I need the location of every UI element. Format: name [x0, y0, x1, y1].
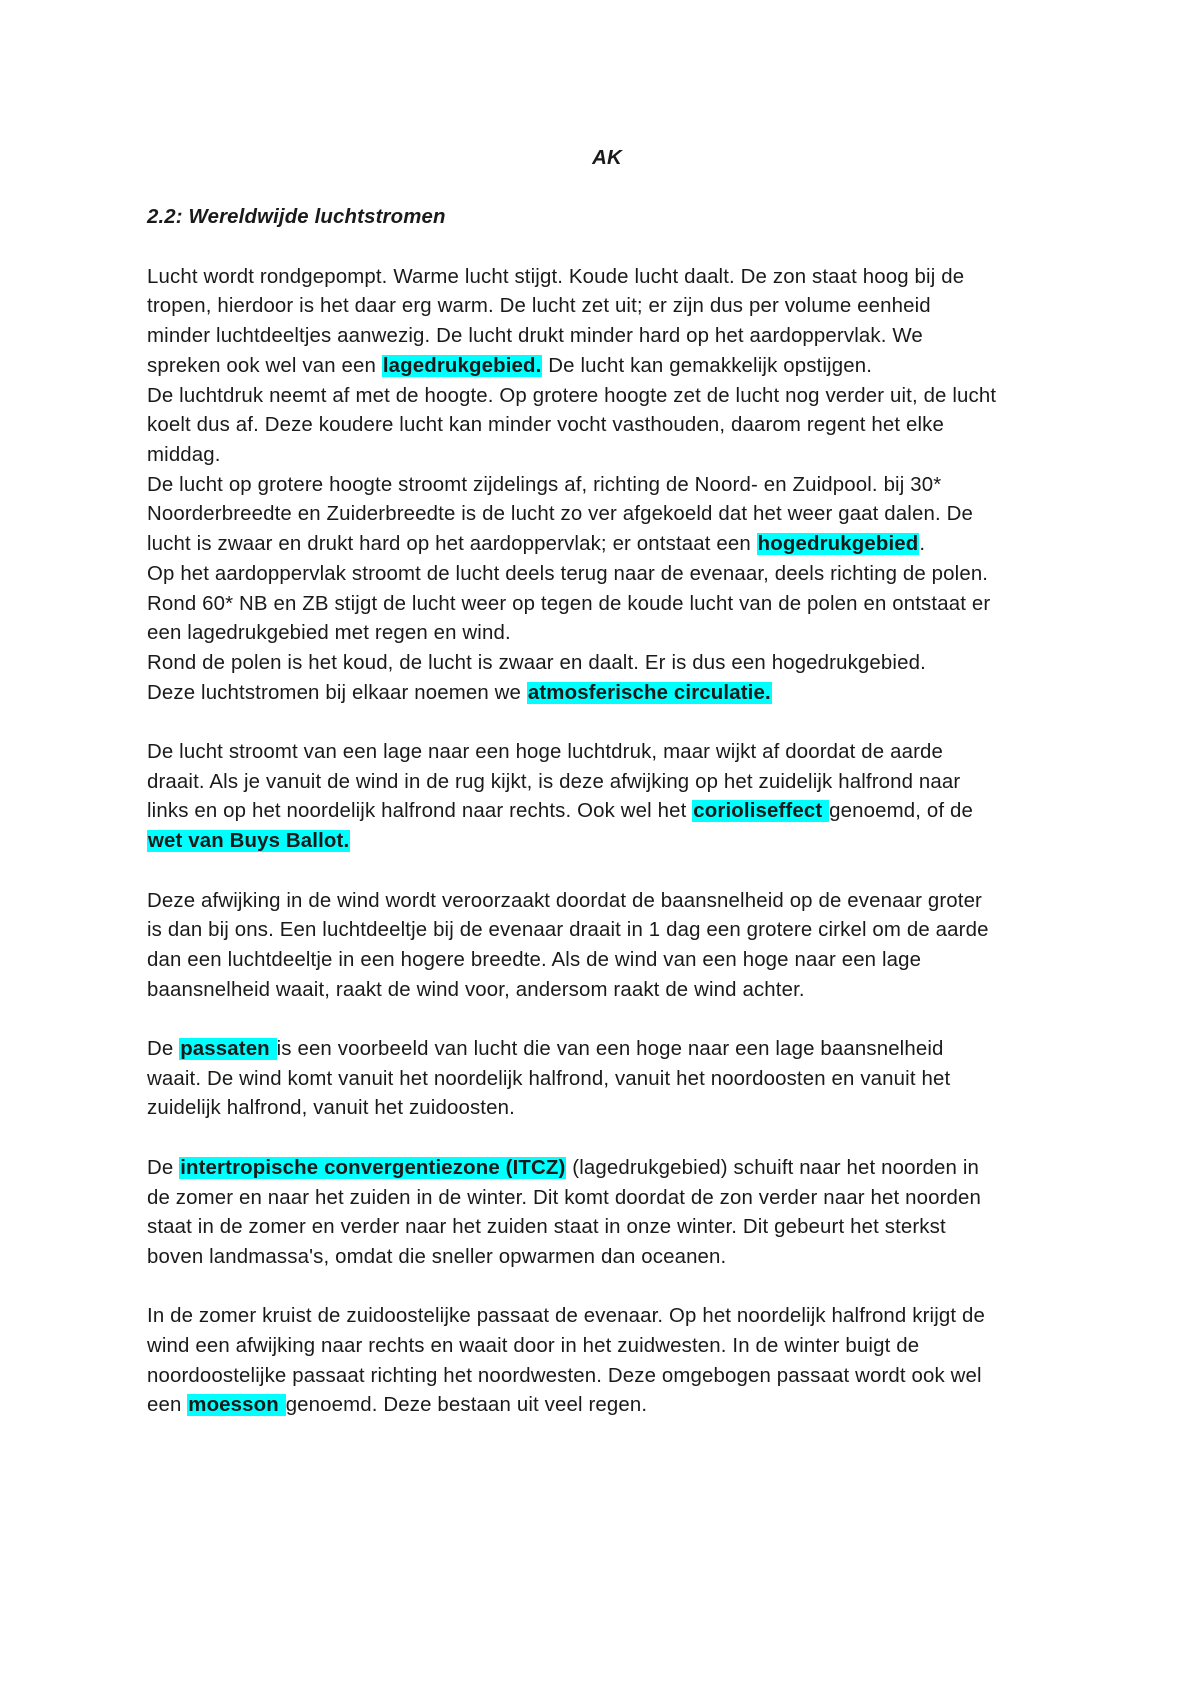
highlight-term-itcz: intertropische convergentiezone (ITCZ): [180, 1156, 566, 1179]
text-line: een lagedrukgebied met regen en wind.: [147, 622, 511, 645]
paragraph-atmospheric-circulation: [147, 263, 1067, 709]
text-line: boven landmassa's, omdat die sneller opwarmen dan oceanen.: [147, 1245, 727, 1268]
text-line: [147, 530, 1067, 560]
highlight-term-moesson: moesson: [188, 1394, 285, 1417]
text-line: middag.: [147, 443, 221, 466]
text-line: De lucht op grotere hoogte stroomt zijdelings af, richting de Noord- en Zuidpool. bij 30*: [147, 473, 942, 496]
text-run: een: [147, 1394, 188, 1417]
highlight-term-corioliseffect: corioliseffect: [693, 800, 829, 823]
paragraph-coriolis: [147, 738, 1067, 857]
text-run: (lagedrukgebied) schuift naar het noorden in: [566, 1156, 979, 1179]
text-line: [147, 1154, 1067, 1184]
text-line: Op het aardoppervlak stroomt de lucht deels terug naar de evenaar, deels richting de polen.: [147, 562, 989, 585]
text-line: In de zomer kruist de zuidoostelijke passaat de evenaar. Op het noordelijk halfrond krijgt de: [147, 1305, 985, 1328]
text-line: [147, 679, 1067, 709]
text-line: [147, 1035, 1067, 1065]
text-line: draait. Als je vanuit de wind in de rug kijkt, is deze afwijking op het zuidelijk halfrond naar: [147, 770, 961, 793]
text-line: minder luchtdeeltjes aanwezig. De lucht drukt minder hard op het aardoppervlak. We: [147, 325, 923, 348]
text-line: de zomer en naar het zuiden in de winter. Dit komt doordat de zon verder naar het noorden: [147, 1186, 982, 1209]
highlight-term-atmosferische-circulatie: atmosferische circulatie.: [527, 681, 771, 704]
document-body: [147, 144, 1067, 1451]
text-line: De lucht stroomt van een lage naar een hoge luchtdruk, maar wijkt af doordat de aarde: [147, 741, 943, 763]
text-line: [147, 797, 1067, 827]
paragraph-itcz: [147, 1154, 1067, 1273]
text-line: Noorderbreedte en Zuiderbreedte is de lucht zo ver afgekoeld dat het weer gaat dalen. De: [147, 503, 973, 526]
text-run: De lucht kan gemakkelijk opstijgen.: [542, 354, 873, 377]
text-line: is dan bij ons. Een luchtdeeltje bij de evenaar draait in 1 dag een grotere cirkel om de aarde: [147, 919, 989, 942]
text-line: baansnelheid waait, raakt de wind voor, andersom raakt de wind achter.: [147, 978, 805, 1001]
text-line: waait. De wind komt vanuit het noordelijk halfrond, vanuit het noordoosten en vanuit het: [147, 1067, 951, 1090]
text-run: genoemd, of de: [829, 800, 973, 823]
text-run: De: [147, 1156, 180, 1179]
text-run: is een voorbeeld van lucht die van een hoge naar een lage baansnelheid: [276, 1038, 944, 1060]
text-line: [147, 1391, 1067, 1421]
text-line: dan een luchtdeeltje in een hogere breedte. Als de wind van een hoge naar een lage: [147, 948, 922, 971]
text-run: lucht is zwaar en drukt hard op het aardoppervlak; er ontstaat een: [147, 533, 757, 556]
text-run: links en op het noordelijk halfrond naar rechts. Ook wel het: [147, 800, 693, 823]
highlight-term-passaten: passaten: [180, 1038, 276, 1060]
text-line: noordoostelijke passaat richting het noordwesten. Deze omgebogen passaat wordt ook wel: [147, 1364, 982, 1387]
paragraph-moesson: [147, 1302, 1067, 1421]
text-run: De: [147, 1038, 180, 1060]
text-line: koelt dus af. Deze koudere lucht kan minder vocht vasthouden, daarom regent het elke: [147, 414, 944, 437]
text-line: Rond de polen is het koud, de lucht is zwaar en daalt. Er is dus een hogedrukgebied.: [147, 651, 926, 674]
section-heading: 2.2: Wereldwijde luchtstromen: [147, 206, 446, 229]
paragraph-passaten: [147, 1035, 1067, 1124]
text-run: Deze luchtstromen bij elkaar noemen we: [147, 681, 527, 704]
text-line: Deze afwijking in de wind wordt veroorzaakt doordat de baansnelheid op de evenaar groter: [147, 889, 982, 912]
text-line: Rond 60* NB en ZB stijgt de lucht weer op tegen de koude lucht van de polen en ontstaat er: [147, 592, 991, 615]
highlight-term-wet-van-buys-ballot: wet van Buys Ballot.: [148, 830, 350, 853]
document-title: AK: [592, 147, 622, 169]
text-line: wind een afwijking naar rechts en waait door in het zuidwesten. In de winter buigt de: [147, 1335, 920, 1357]
highlight-term-hogedrukgebied: hogedrukgebied: [757, 533, 919, 556]
text-line: Lucht wordt rondgepompt. Warme lucht stijgt. Koude lucht daalt. De zon staat hoog bij de: [147, 265, 965, 288]
text-run: genoemd. Deze bestaan uit veel regen.: [285, 1394, 648, 1417]
text-line: tropen, hierdoor is het daar erg warm. De lucht zet uit; er zijn dus per volume eenheid: [147, 295, 931, 318]
highlight-term-lagedrukgebied: lagedrukgebied.: [382, 354, 542, 377]
text-run: spreken ook wel van een: [147, 354, 382, 377]
text-line: staat in de zomer en verder naar het zuiden staat in onze winter. Dit gebeurt het sterkst: [147, 1216, 946, 1239]
text-line: De luchtdruk neemt af met de hoogte. Op grotere hoogte zet de lucht nog verder uit, de lucht: [147, 384, 997, 407]
text-line: zuidelijk halfrond, vanuit het zuidoosten.: [147, 1097, 515, 1120]
paragraph-baansnelheid: [147, 887, 1067, 1006]
text-line: [147, 352, 1067, 382]
text-run: .: [919, 533, 926, 556]
text-line: [147, 827, 1067, 857]
